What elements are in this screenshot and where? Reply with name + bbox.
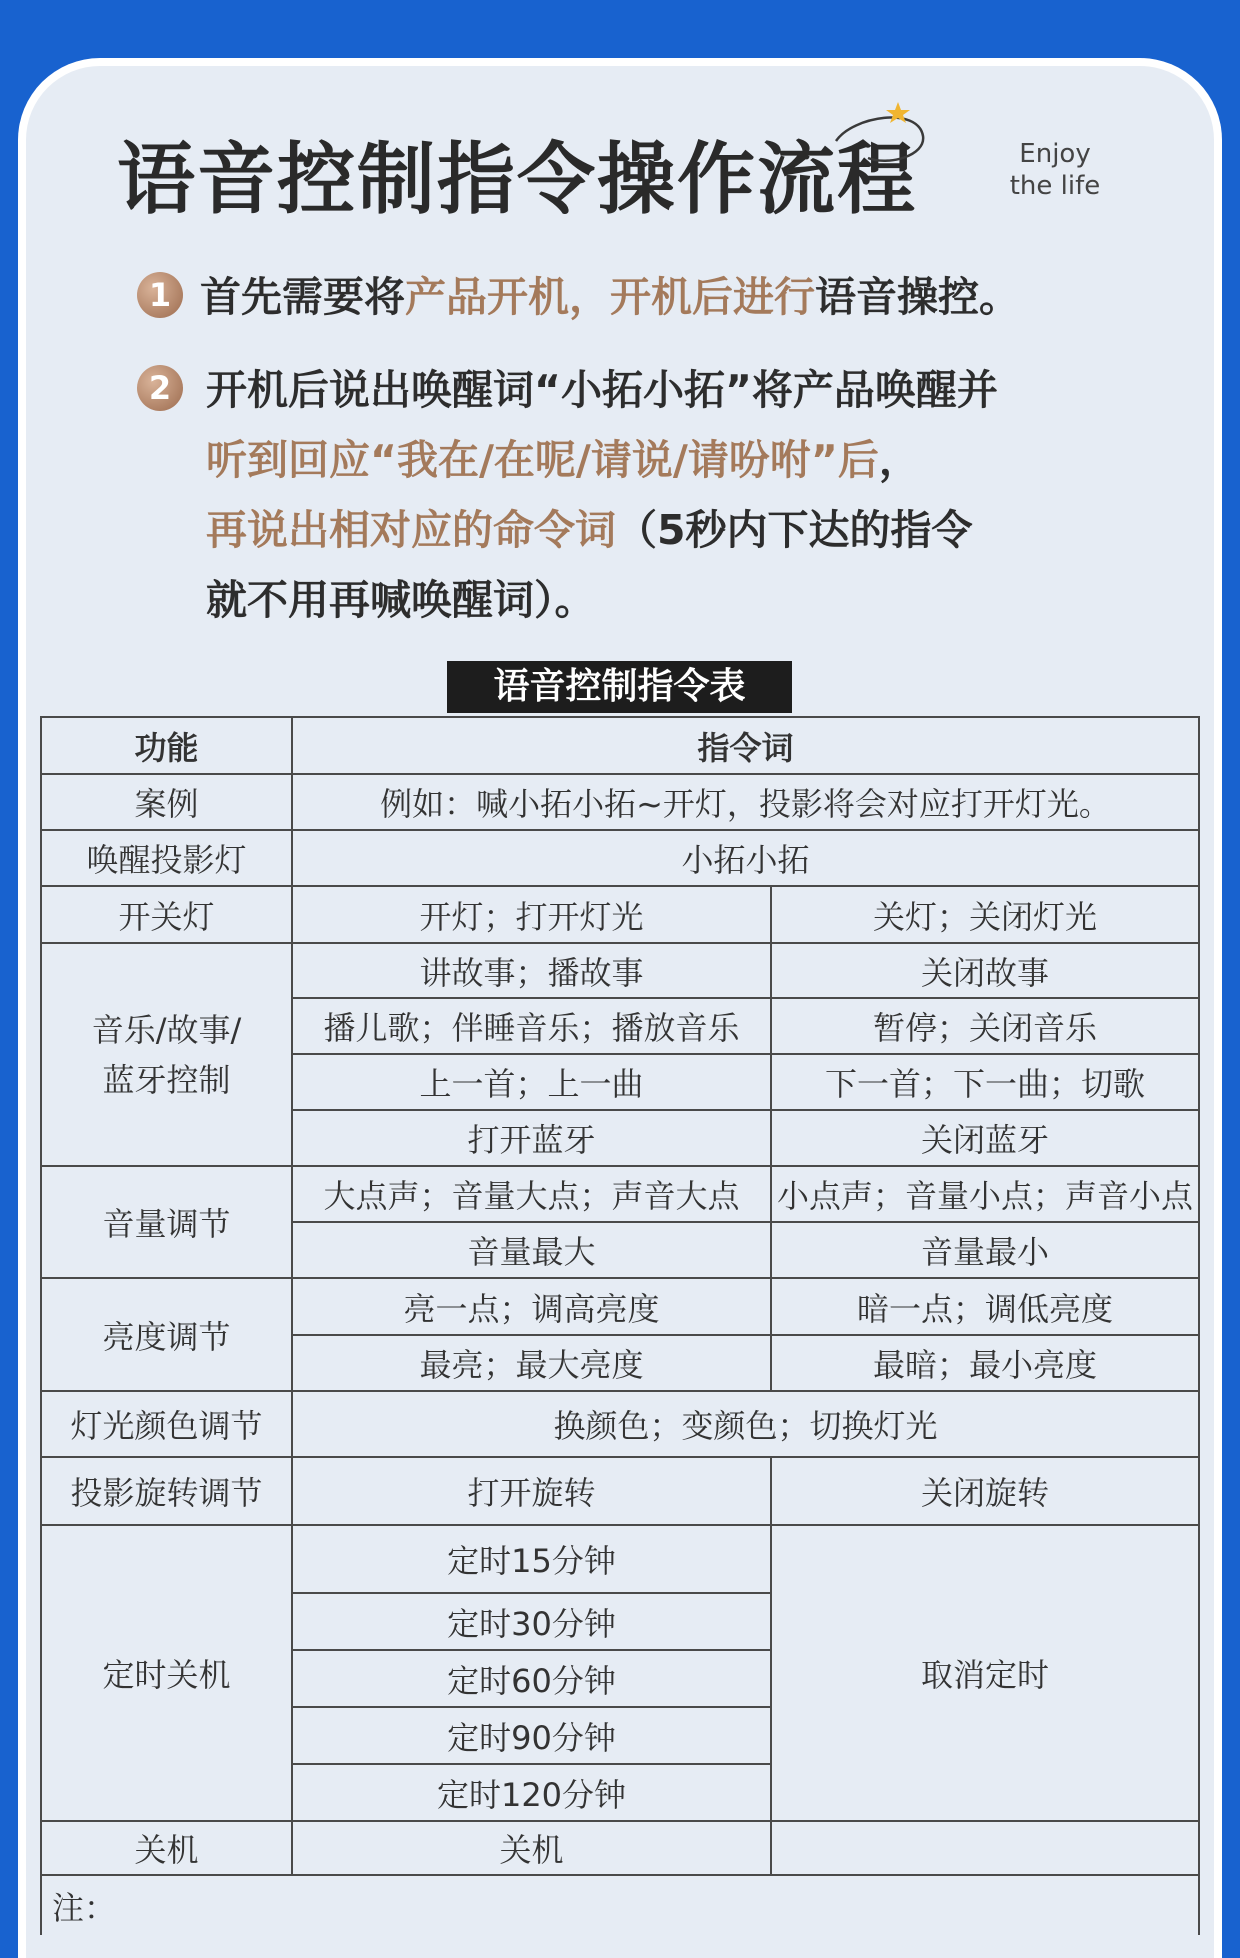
shutdown-command: 关机 <box>292 1821 771 1875</box>
example-text: 例如：喊小拓小拓~开灯，投影将会对应打开灯光。 <box>292 774 1199 830</box>
music-cmd-2b: 暂停；关闭音乐 <box>771 998 1199 1054</box>
table-row-rotation <box>41 1457 1199 1525</box>
brightness-up-commands: 亮一点；调高亮度 <box>292 1278 771 1335</box>
rotation-label: 投影旋转调节 <box>41 1457 292 1525</box>
timer-option-3: 定时60分钟 <box>292 1650 771 1707</box>
volume-down-commands: 小点声；音量小点；声音小点 <box>771 1166 1199 1222</box>
header-function: 功能 <box>41 717 292 774</box>
step-2-line-3 <box>206 495 998 565</box>
example-label: 案例 <box>41 774 292 830</box>
music-cmd-3b: 下一首；下一曲；切歌 <box>771 1054 1199 1110</box>
volume-up-commands: 大点声；音量大点；声音大点 <box>292 1166 771 1222</box>
table-row-brightness-1 <box>41 1278 1199 1335</box>
step-1-part-3: 语音操控。 <box>815 273 1020 321</box>
step-2-line-3-highlight: 再说出相对应的命令词 <box>206 506 616 554</box>
step-2-line-4 <box>206 565 998 635</box>
music-cmd-4b: 关闭蓝牙 <box>771 1110 1199 1166</box>
timer-option-1: 定时15分钟 <box>292 1525 771 1593</box>
brightness-label: 亮度调节 <box>41 1278 292 1391</box>
music-cmd-3a: 上一首；上一曲 <box>292 1054 771 1110</box>
step-1-number-icon: 1 <box>137 272 183 318</box>
light-off-commands: 关灯；关闭灯光 <box>771 886 1199 943</box>
shutdown-label: 关机 <box>41 1821 292 1875</box>
music-label-line-1: 音乐/故事/ <box>91 1010 242 1049</box>
rotation-off-command: 关闭旋转 <box>771 1457 1199 1525</box>
color-label: 灯光颜色调节 <box>41 1391 292 1457</box>
tagline-line-2: the life <box>1009 171 1101 201</box>
table-row-volume-1 <box>41 1166 1199 1222</box>
table-row-example <box>41 774 1199 830</box>
tagline-line-1: Enjoy <box>1019 139 1091 169</box>
step-1-part-2: 产品开机，开机后进行 <box>405 273 815 321</box>
step-2-line-2 <box>206 425 998 495</box>
step-2-line-4-text: 就不用再喊唤醒词）。 <box>206 576 596 624</box>
table-header-row <box>41 717 1199 774</box>
step-2-text <box>206 355 998 635</box>
table-row-note <box>41 1875 1199 1935</box>
color-commands: 换颜色；变颜色；切换灯光 <box>292 1391 1199 1457</box>
step-2-number-icon: 2 <box>137 365 183 411</box>
rotation-on-command: 打开旋转 <box>292 1457 771 1525</box>
step-1-part-1: 首先需要将 <box>200 273 405 321</box>
music-cmd-1a: 讲故事；播故事 <box>292 943 771 998</box>
page-title: 语音控制指令操作流程 <box>117 135 918 225</box>
volume-min-command: 音量最小 <box>771 1222 1199 1278</box>
timer-option-2: 定时30分钟 <box>292 1593 771 1650</box>
step-2-line-1 <box>206 355 998 425</box>
music-cmd-4a: 打开蓝牙 <box>292 1110 771 1166</box>
wake-text: 小拓小拓 <box>292 830 1199 886</box>
star-orbit-icon <box>828 96 938 176</box>
step-1-text <box>200 262 1020 332</box>
command-table <box>40 716 1200 1935</box>
table-row-color <box>41 1391 1199 1457</box>
volume-max-command: 音量最大 <box>292 1222 771 1278</box>
timer-option-4: 定时90分钟 <box>292 1707 771 1764</box>
table-row-shutdown <box>41 1821 1199 1875</box>
music-label <box>41 943 292 1166</box>
table-row-timer-1 <box>41 1525 1199 1593</box>
timer-label: 定时关机 <box>41 1525 292 1821</box>
step-2-line-2-highlight: 听到回应“我在/在呢/请说/请吩咐”后 <box>206 436 879 484</box>
shutdown-empty-cell <box>771 1821 1199 1875</box>
light-switch-label: 开关灯 <box>41 886 292 943</box>
header-commands: 指令词 <box>292 717 1199 774</box>
light-on-commands: 开灯；打开灯光 <box>292 886 771 943</box>
volume-label: 音量调节 <box>41 1166 292 1278</box>
step-2-line-3-text: （5秒内下达的指令 <box>616 506 973 554</box>
enjoy-the-life-tagline <box>990 138 1120 202</box>
brightness-down-commands: 暗一点；调低亮度 <box>771 1278 1199 1335</box>
timer-option-5: 定时120分钟 <box>292 1764 771 1821</box>
table-title: 语音控制指令表 <box>447 661 792 713</box>
music-label-line-2: 蓝牙控制 <box>102 1060 231 1099</box>
brightness-max-commands: 最亮；最大亮度 <box>292 1335 771 1391</box>
table-row-light-switch <box>41 886 1199 943</box>
brightness-min-commands: 最暗；最小亮度 <box>771 1335 1199 1391</box>
music-cmd-1b: 关闭故事 <box>771 943 1199 998</box>
step-2-line-2-text: ， <box>878 436 920 484</box>
table-row-wake <box>41 830 1199 886</box>
timer-cancel-command: 取消定时 <box>771 1525 1199 1821</box>
wake-label: 唤醒投影灯 <box>41 830 292 886</box>
note-text: 注： <box>41 1875 1199 1935</box>
table-row-music-1 <box>41 943 1199 998</box>
step-2-line-1-text: 开机后说出唤醒词“小拓小拓”将产品唤醒并 <box>206 366 998 414</box>
music-cmd-2a: 播儿歌；伴睡音乐；播放音乐 <box>292 998 771 1054</box>
